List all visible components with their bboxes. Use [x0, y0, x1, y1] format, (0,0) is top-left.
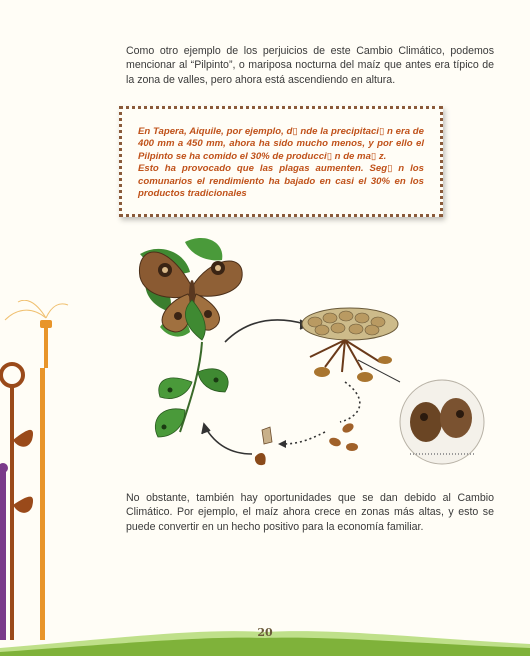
pupae-icon	[328, 422, 358, 451]
corn-roots-icon	[302, 308, 400, 382]
bud-icon	[0, 463, 8, 473]
purple-stem	[0, 470, 6, 640]
callout-box	[119, 106, 443, 217]
callout-text	[138, 126, 424, 200]
brown-stem	[10, 386, 14, 640]
opportunities-paragraph: No obstante, también hay oportunidades que se dan debido al Cambio Climático. Por ejemplo, el maíz ahora crece en zonas más altas, y esto se puede convertir en un hecho positivo para la economía familiar.	[126, 492, 494, 533]
sprinkler-icon	[5, 300, 68, 368]
page-number: 20	[257, 626, 273, 639]
pest-lifecycle-illustration	[130, 232, 500, 477]
larvae-closeup-icon	[400, 380, 484, 464]
eggs-icon	[255, 427, 272, 465]
orange-stem	[40, 368, 45, 640]
decorative-stems	[0, 300, 70, 640]
callout-line-2: Esto ha provocado que las plagas aumenten. Seg▯ n los comunarios el rendimiento ha bajado en casi el 30% en los productos tradicionales	[138, 163, 424, 200]
leaf-icon	[13, 430, 33, 447]
flower-ring-icon	[1, 364, 23, 386]
callout-line-1: En Tapera, Aiquile, por ejemplo, d▯ nde la precipitaci▯ n era de 400 mm a 450 mm, ahora ha sido mucho menos, y por ello el Pilpinto se ha comido el 30% de producci▯ n de ma▯ z.	[138, 126, 424, 162]
leaf-icon	[13, 497, 33, 513]
intro-paragraph: Como otro ejemplo de los perjuicios de este Cambio Climático, podemos mencionar al “Pilpinto”, o mariposa nocturna del maíz que antes era típico de la zona de valles, pero ahora está ascendiendo en altura.	[126, 45, 494, 86]
